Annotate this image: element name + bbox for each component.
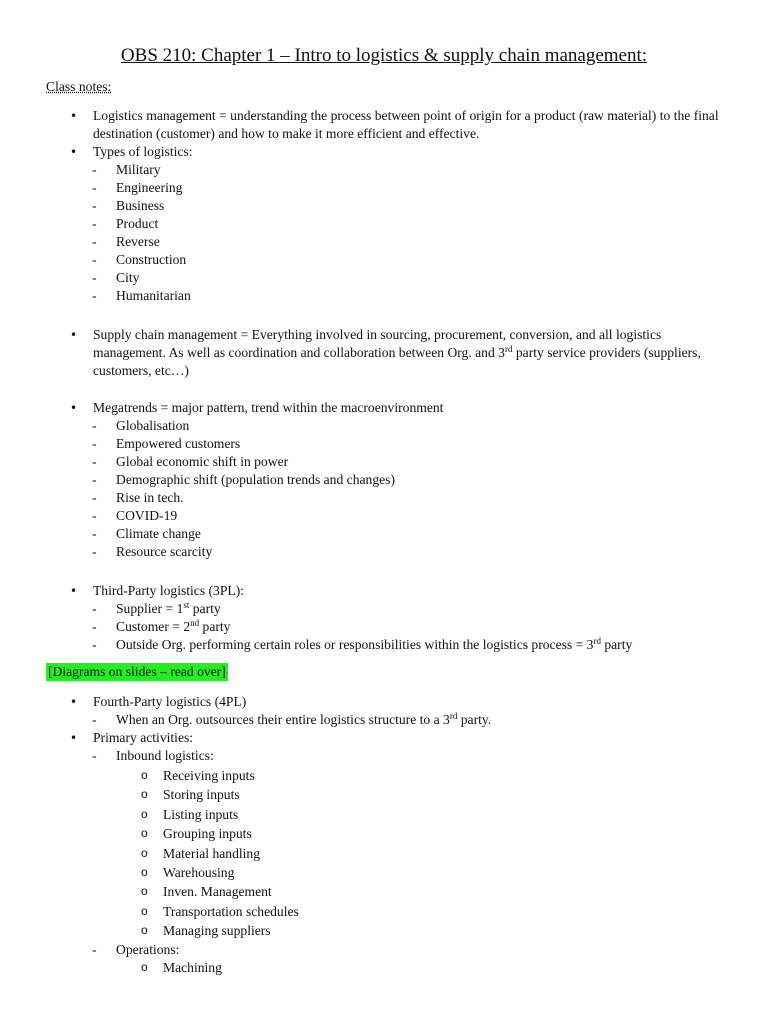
list-item: - Humanitarian xyxy=(46,287,726,305)
list-item: - Reverse xyxy=(46,233,726,251)
bullet-types-of-logistics: • Types of logistics: xyxy=(46,143,726,161)
list-item: - Construction xyxy=(46,251,726,269)
bullet-primary-activities: • Primary activities: xyxy=(46,729,726,747)
list-item: o Managing suppliers xyxy=(46,921,726,940)
types-list xyxy=(46,161,726,305)
section-operations xyxy=(46,941,726,959)
list-item: o Warehousing xyxy=(46,863,726,882)
list-item: - Globalisation xyxy=(46,417,726,435)
list-item-inbound-logistics: - Inbound logistics: xyxy=(46,747,726,765)
bullet-third-party-logistics: • Third-Party logistics (3PL): xyxy=(46,582,746,600)
list-item: o Material handling xyxy=(46,844,726,863)
section-4pl xyxy=(46,693,726,765)
page-title: OBS 210: Chapter 1 – Intro to logistics & supply chain management: xyxy=(120,45,648,66)
list-item: - Product xyxy=(46,215,726,233)
list-item: o Inven. Management xyxy=(46,882,726,901)
list-item: - Military xyxy=(46,161,726,179)
diagrams-highlight-note: [Diagrams on slides – read over] xyxy=(48,664,226,679)
list-item: - Engineering xyxy=(46,179,726,197)
list-item-customer: - Customer = 2nd party xyxy=(46,618,746,636)
section-megatrends xyxy=(46,399,726,561)
list-item: o Listing inputs xyxy=(46,805,726,824)
list-item: - Empowered customers xyxy=(46,435,726,453)
bullet-logistics-management: • Logistics management = understanding the process between point of origin for a product (raw material) to the final destination (customer) and how to make it more efficient and effective. xyxy=(46,107,726,143)
section-logistics xyxy=(46,107,726,305)
list-item: - Climate change xyxy=(46,525,726,543)
bullet-fourth-party-logistics: • Fourth-Party logistics (4PL) xyxy=(46,693,726,711)
list-item: - Demographic shift (population trends and changes) xyxy=(46,471,726,489)
class-notes-label: Class notes: xyxy=(46,79,112,94)
list-item: - City xyxy=(46,269,726,287)
megatrends-list xyxy=(46,417,726,561)
list-item: - COVID-19 xyxy=(46,507,726,525)
list-item: o Transportation schedules xyxy=(46,902,726,921)
bullet-megatrends: • Megatrends = major pattern, trend within the macroenvironment xyxy=(46,399,726,417)
section-scm xyxy=(46,326,726,380)
list-item: o Storing inputs xyxy=(46,785,726,804)
bullet-supply-chain-management: • Supply chain management = Everything involved in sourcing, procurement, conversion, and all logistics management. As well as coordination and collaboration between Org. and 3rd party service providers (suppliers, customers, etc…) xyxy=(46,326,726,380)
inbound-list xyxy=(46,766,726,941)
list-item: o Receiving inputs xyxy=(46,766,726,785)
list-item-supplier: - Supplier = 1st party xyxy=(46,600,746,618)
section-3pl xyxy=(46,582,746,654)
list-item-4pl-definition: - When an Org. outsources their entire logistics structure to a 3rd party. xyxy=(46,711,726,729)
list-item: - Business xyxy=(46,197,726,215)
list-item: - Resource scarcity xyxy=(46,543,726,561)
list-item: o Machining xyxy=(46,958,726,977)
list-item: - Global economic shift in power xyxy=(46,453,726,471)
list-item-outside-org: - Outside Org. performing certain roles or responsibilities within the logistics process = 3rd party xyxy=(46,636,746,654)
list-item-operations: - Operations: xyxy=(46,941,726,959)
list-item: o Grouping inputs xyxy=(46,824,726,843)
operations-list xyxy=(46,958,726,977)
list-item: - Rise in tech. xyxy=(46,489,726,507)
